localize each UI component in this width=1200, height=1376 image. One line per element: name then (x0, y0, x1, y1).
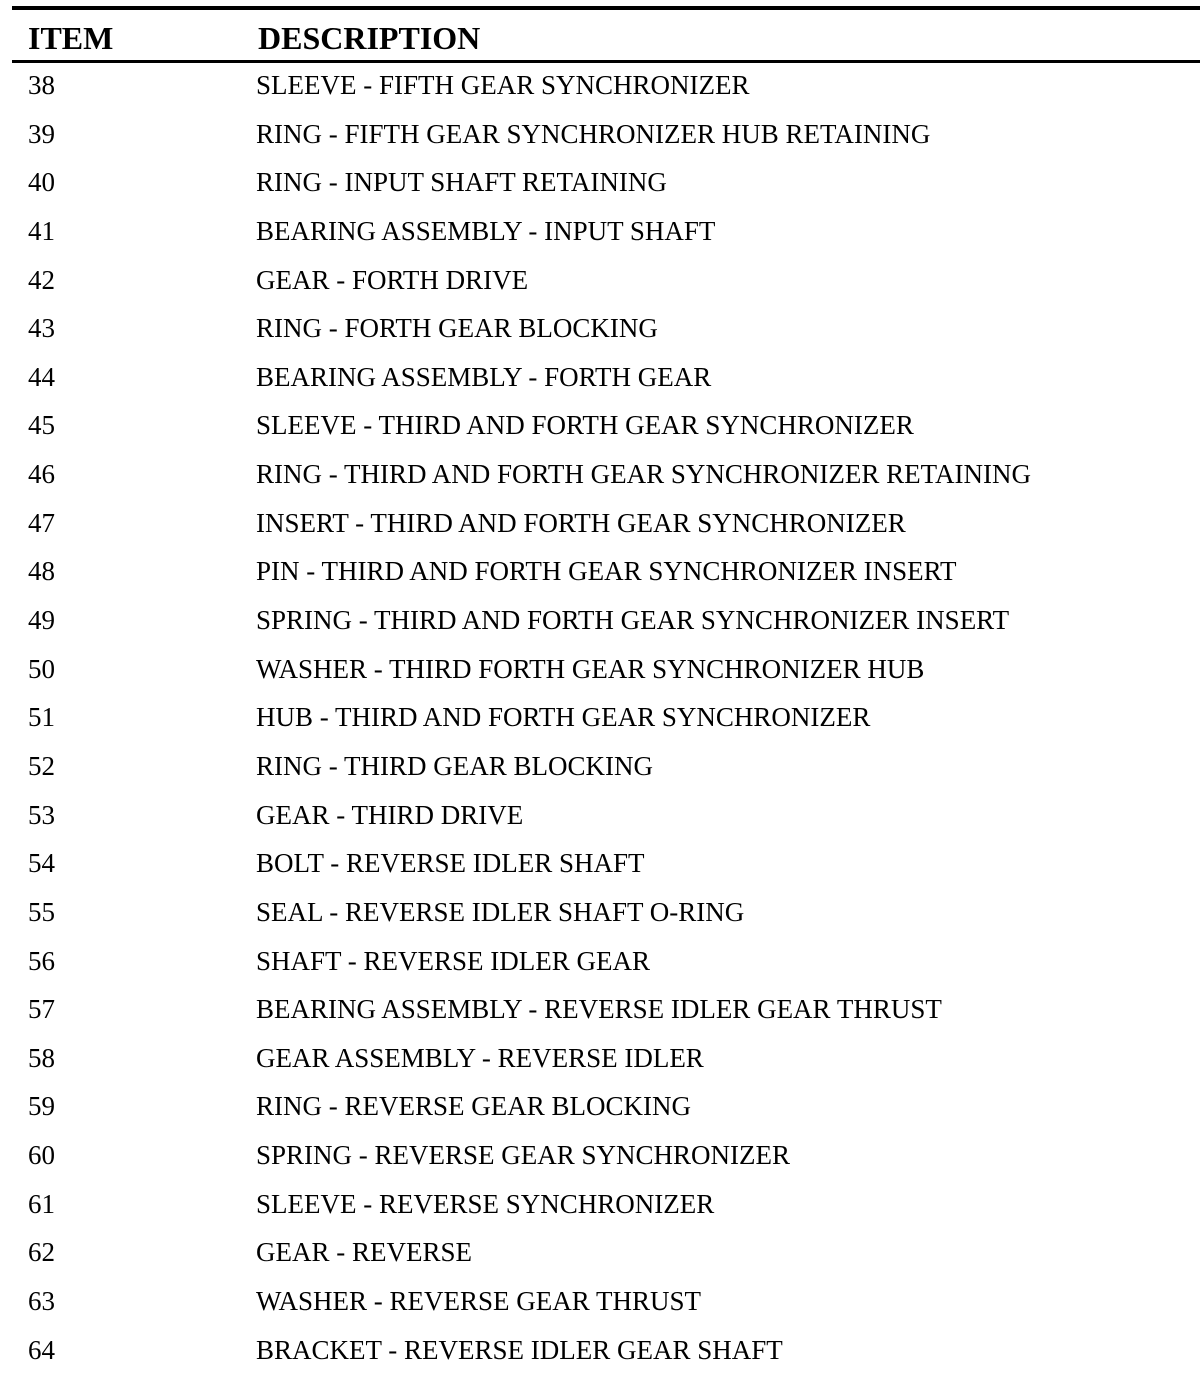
item-description: SLEEVE - REVERSE SYNCHRONIZER (256, 1188, 715, 1219)
item-description: BOLT - REVERSE IDLER SHAFT (256, 848, 645, 879)
table-row (12, 1328, 1200, 1376)
item-number: 57 (28, 994, 55, 1025)
table-row (12, 403, 1200, 452)
table-row (12, 355, 1200, 404)
item-number: 38 (28, 70, 55, 100)
table-row (12, 452, 1200, 501)
item-number: 62 (28, 1237, 55, 1268)
table-row (12, 890, 1200, 939)
item-description: WASHER - REVERSE GEAR THRUST (256, 1286, 702, 1317)
column-header-description: DESCRIPTION (258, 20, 481, 56)
item-description: SEAL - REVERSE IDLER SHAFT O-RING (256, 896, 745, 927)
item-number: 45 (28, 410, 55, 441)
table-row (12, 1133, 1200, 1182)
table-row (12, 501, 1200, 550)
item-description: SPRING - THIRD AND FORTH GEAR SYNCHRONIZER INSERT (256, 605, 1010, 636)
table-row (12, 987, 1200, 1036)
column-header-item: ITEM (28, 20, 114, 56)
item-number: 47 (28, 507, 55, 538)
item-number: 50 (28, 653, 55, 684)
table-row (12, 258, 1200, 307)
item-description: GEAR - REVERSE (256, 1237, 472, 1268)
table-row (12, 160, 1200, 209)
table-row (12, 1182, 1200, 1231)
item-number: 39 (28, 118, 55, 149)
item-description: SPRING - REVERSE GEAR SYNCHRONIZER (256, 1140, 791, 1171)
table-row (12, 1036, 1200, 1085)
table-row (12, 841, 1200, 890)
table-row (12, 63, 1200, 112)
table-row (12, 209, 1200, 258)
parts-table (12, 6, 1200, 1376)
item-number: 43 (28, 313, 55, 344)
item-description: RING - FORTH GEAR BLOCKING (256, 313, 658, 344)
item-description: RING - FIFTH GEAR SYNCHRONIZER HUB RETAINING (256, 118, 931, 149)
item-description: RING - REVERSE GEAR BLOCKING (256, 1091, 691, 1122)
item-description: BEARING ASSEMBLY - INPUT SHAFT (256, 215, 716, 246)
item-number: 58 (28, 1042, 55, 1073)
item-number: 48 (28, 556, 55, 587)
table-row (12, 647, 1200, 696)
item-number: 44 (28, 361, 55, 392)
table-header (12, 10, 1200, 60)
item-description: PIN - THIRD AND FORTH GEAR SYNCHRONIZER INSERT (256, 556, 957, 587)
table-row (12, 549, 1200, 598)
item-description: SLEEVE - THIRD AND FORTH GEAR SYNCHRONIZER (256, 410, 914, 441)
item-number: 41 (28, 215, 55, 246)
table-row (12, 1279, 1200, 1328)
item-number: 42 (28, 264, 55, 295)
item-number: 64 (28, 1334, 55, 1365)
item-number: 61 (28, 1188, 55, 1219)
item-description: RING - INPUT SHAFT RETAINING (256, 167, 667, 198)
table-row (12, 598, 1200, 647)
item-number: 56 (28, 945, 55, 976)
item-description: INSERT - THIRD AND FORTH GEAR SYNCHRONIZER (256, 507, 906, 538)
table-row (12, 695, 1200, 744)
item-number: 40 (28, 167, 55, 198)
item-description: SHAFT - REVERSE IDLER GEAR (256, 945, 651, 976)
item-description: SLEEVE - FIFTH GEAR SYNCHRONIZER (256, 70, 750, 100)
item-description: GEAR - FORTH DRIVE (256, 264, 529, 295)
table-row (12, 939, 1200, 988)
item-number: 54 (28, 848, 55, 879)
table-body (12, 63, 1200, 1376)
item-number: 59 (28, 1091, 55, 1122)
table-row (12, 306, 1200, 355)
item-description: BRACKET - REVERSE IDLER GEAR SHAFT (256, 1334, 783, 1365)
item-description: HUB - THIRD AND FORTH GEAR SYNCHRONIZER (256, 702, 871, 733)
item-number: 53 (28, 799, 55, 830)
table-row (12, 1084, 1200, 1133)
item-description: RING - THIRD GEAR BLOCKING (256, 750, 653, 781)
table-row (12, 793, 1200, 842)
item-description: RING - THIRD AND FORTH GEAR SYNCHRONIZER RETAINING (256, 459, 1031, 490)
item-description: GEAR ASSEMBLY - REVERSE IDLER (256, 1042, 704, 1073)
item-number: 46 (28, 459, 55, 490)
item-number: 60 (28, 1140, 55, 1171)
item-number: 63 (28, 1286, 55, 1317)
item-description: GEAR - THIRD DRIVE (256, 799, 524, 830)
item-number: 51 (28, 702, 55, 733)
item-number: 52 (28, 750, 55, 781)
table-row (12, 112, 1200, 161)
item-description: BEARING ASSEMBLY - FORTH GEAR (256, 361, 712, 392)
item-description: BEARING ASSEMBLY - REVERSE IDLER GEAR THRUST (256, 994, 942, 1025)
item-number: 49 (28, 605, 55, 636)
item-number: 55 (28, 896, 55, 927)
item-description: WASHER - THIRD FORTH GEAR SYNCHRONIZER HUB (256, 653, 925, 684)
table-row (12, 744, 1200, 793)
table-row (12, 1230, 1200, 1279)
